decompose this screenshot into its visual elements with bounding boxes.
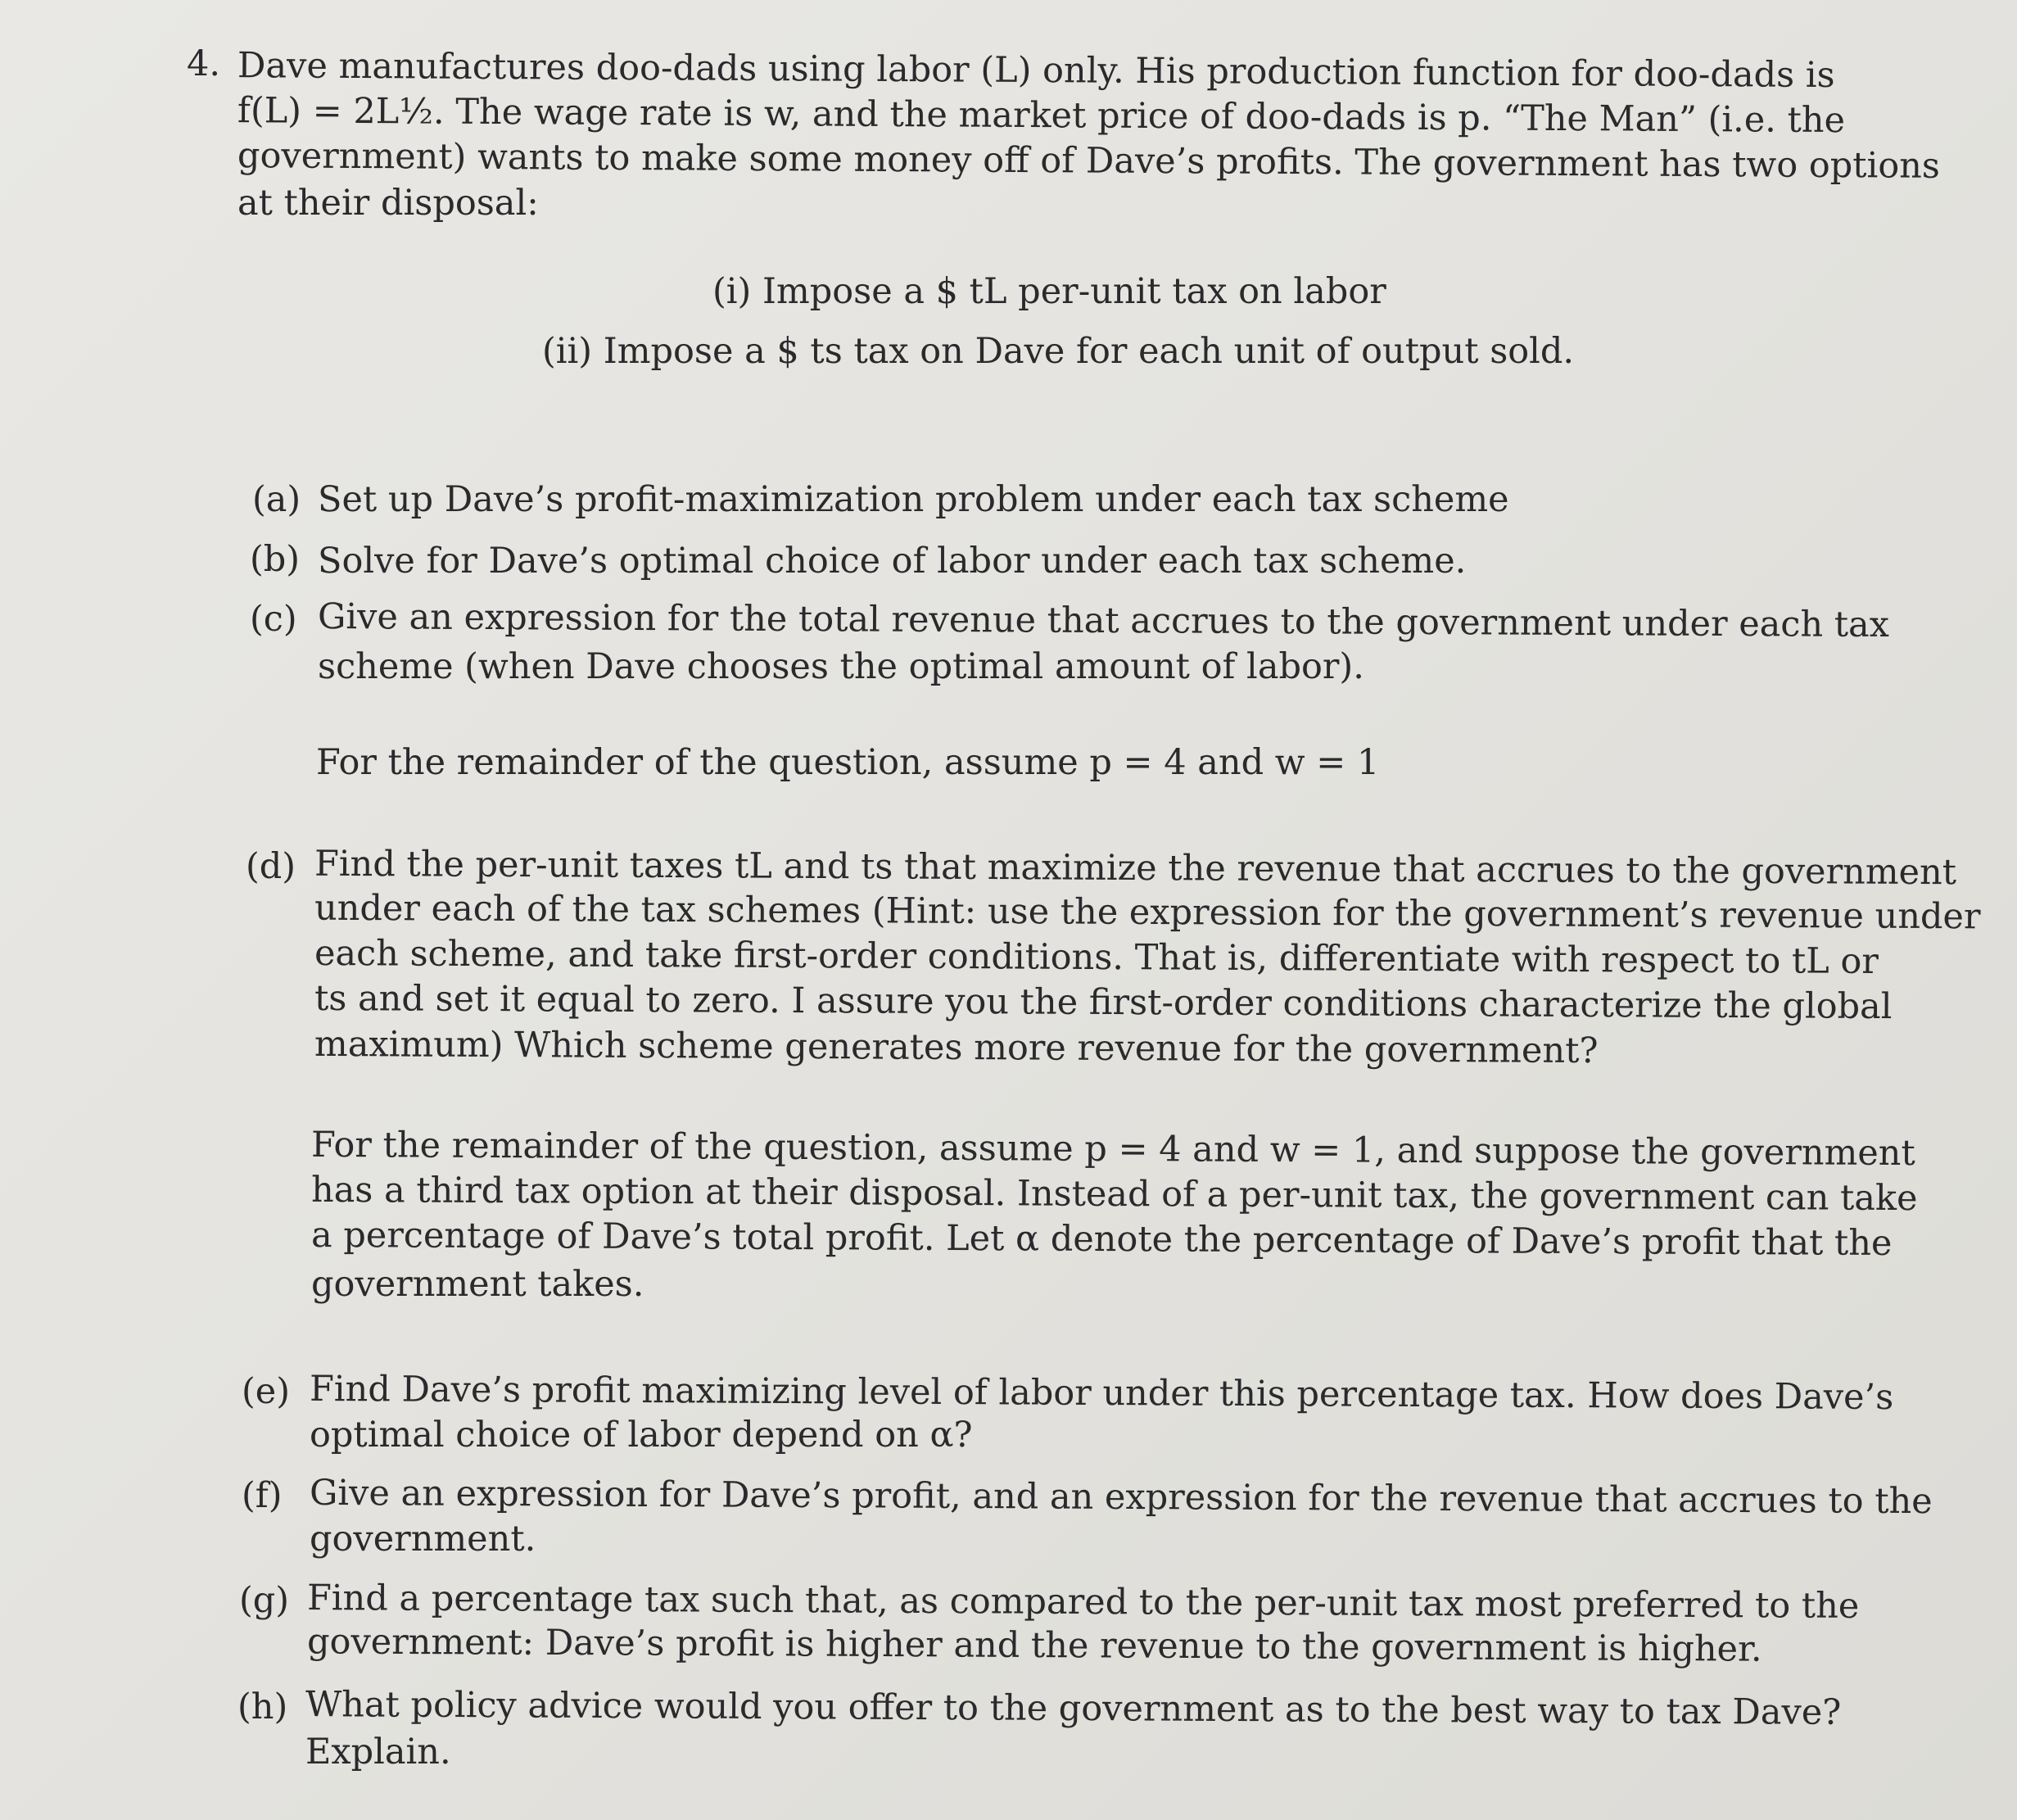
part-e-line-1: Find Dave’s profit maximizing level of labor under this percentage tax. How does Dave’s <box>309 1368 1894 1419</box>
part-a-text: Set up Dave’s profit-maximization problem under each tax scheme <box>318 479 1509 520</box>
assumption-2-line-1: For the remainder of the question, assume p = 4 and w = 1, and suppose the government <box>310 1124 1915 1175</box>
part-g-label: (g) <box>239 1580 290 1621</box>
intro-line-4: at their disposal: <box>237 183 539 224</box>
part-d-line-5: maximum) Which scheme generates more revenue for the government? <box>314 1023 1599 1072</box>
option-ii-label: (ii) <box>542 331 593 372</box>
part-d-line-4: ts and set it equal to zero. I assure you the first-order conditions characterize the global <box>314 977 1893 1028</box>
option-i <box>712 270 1386 313</box>
option-i-text: Impose a $ tL per-unit tax on labor <box>762 271 1386 312</box>
part-e-line-2: optimal choice of labor depend on α? <box>310 1415 973 1456</box>
part-b-label: (b) <box>250 539 301 580</box>
part-f-label: (f) <box>242 1475 283 1516</box>
intro-line-3: government) wants to make some money off of Dave’s profits. The government has two options <box>237 135 1941 187</box>
part-h-line-2: Explain. <box>305 1732 451 1772</box>
part-a-label: (a) <box>252 479 301 520</box>
assumption-2-line-4: government takes. <box>311 1264 644 1305</box>
problem-number: 4. <box>187 43 221 84</box>
part-d-line-2: under each of the tax schemes (Hint: use the expression for the government’s revenue under <box>314 887 1981 938</box>
part-g-line-1: Find a percentage tax such that, as compared to the per-unit tax most preferred to the <box>306 1578 1860 1627</box>
part-e-label: (e) <box>242 1371 290 1412</box>
part-c-line-2: scheme (when Dave chooses the optimal amount of labor). <box>318 646 1364 687</box>
part-c-label: (c) <box>250 599 297 640</box>
part-g-line-2: government: Dave’s profit is higher and the revenue to the government is higher. <box>306 1621 1762 1670</box>
option-i-label: (i) <box>712 271 752 312</box>
intro-line-2: f(L) = 2L½. The wage rate is w, and the market price of doo-dads is p. “The Man” (i.e. the <box>237 90 1846 142</box>
option-ii <box>542 330 1574 373</box>
part-b-text: Solve for Dave’s optimal choice of labor under each tax scheme. <box>318 541 1467 582</box>
option-ii-text: Impose a $ ts tax on Dave for each unit of output sold. <box>603 331 1575 372</box>
assumption-2-line-3: a percentage of Dave’s total profit. Let α denote the percentage of Dave’s profit that the <box>310 1214 1893 1265</box>
part-d-line-1: Find the per-unit taxes tL and ts that maximize the revenue that accrues to the government <box>314 843 1957 894</box>
assumption-1: For the remainder of the question, assume p = 4 and w = 1 <box>316 742 1380 783</box>
part-h-line-1: What policy advice would you offer to the government as to the best way to tax Dave? <box>305 1684 1842 1733</box>
assumption-2-line-2: has a third tax option at their disposal. Instead of a per-unit tax, the government can take <box>310 1169 1918 1220</box>
part-d-label: (d) <box>246 846 296 887</box>
part-d-line-3: each scheme, and take first-order conditions. That is, differentiate with respect to tL or <box>314 933 1879 982</box>
part-f-line-1: Give an expression for Dave’s profit, and an expression for the revenue that accrues to the <box>309 1472 1933 1523</box>
part-h-label: (h) <box>237 1686 288 1727</box>
part-c-line-1: Give an expression for the total revenue that accrues to the government under each tax <box>317 595 1890 646</box>
part-f-line-2: government. <box>310 1519 536 1560</box>
intro-line-1: Dave manufactures doo-dads using labor (L) only. His production function for doo-dads is <box>237 45 1835 97</box>
